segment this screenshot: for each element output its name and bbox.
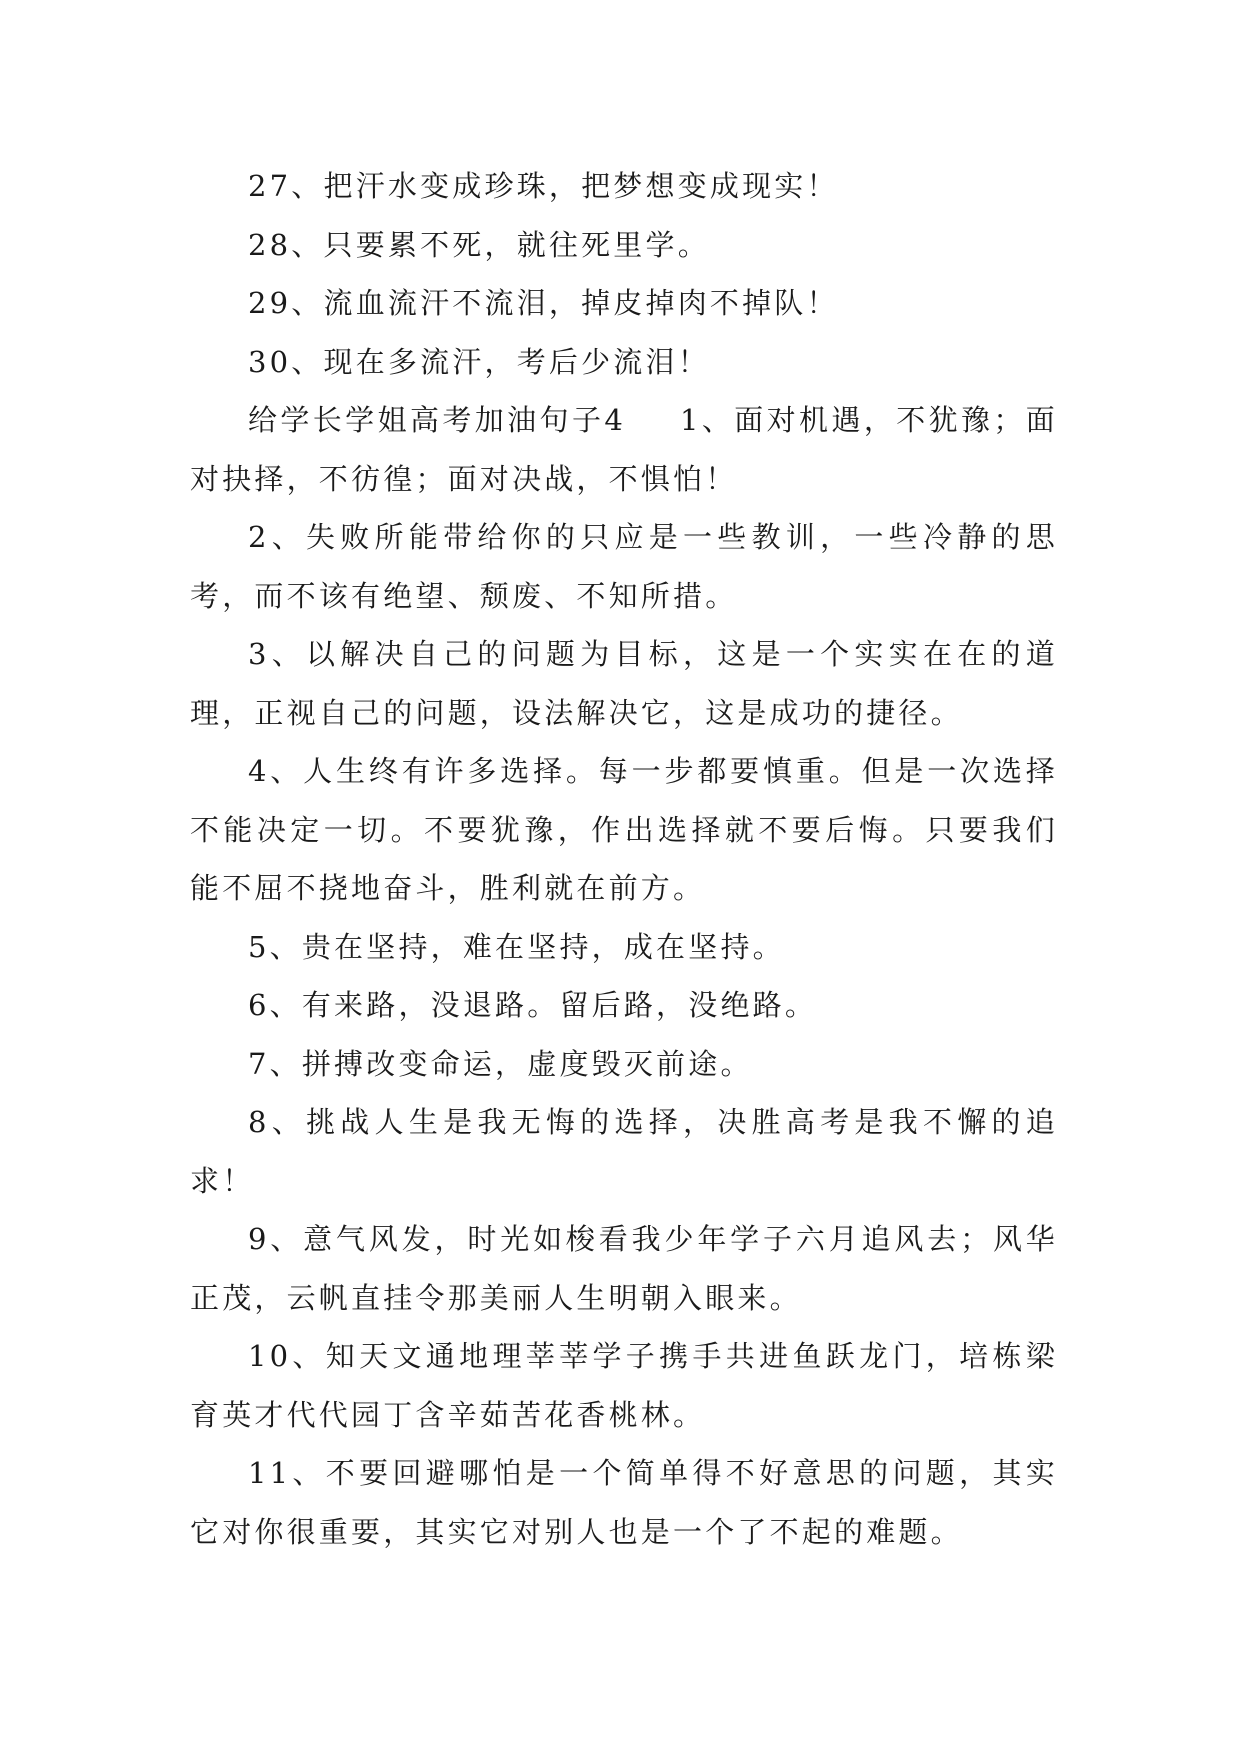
paragraph-1: 1、面对机遇，不犹豫；面对抉择，不彷徨；面对决战，不惧怕！ — [190, 403, 1058, 496]
paragraph-3: 3、以解决自己的问题为目标，这是一个实实在在的道理，正视自己的问题，设法解决它，这是成功的捷径。 — [190, 637, 1058, 730]
paragraph-4: 4、人生终有许多选择。每一步都要慎重。但是一次选择不能决定一切。不要犹豫，作出选择就不要后悔。只要我们能不屈不挠地奋斗，胜利就在前方。 — [190, 754, 1058, 905]
section-heading: 给学长学姐高考加油句子4 — [248, 403, 626, 437]
paragraph-28: 28、只要累不死，就往死里学。 — [248, 227, 710, 262]
paragraph-6: 6、有来路，没退路。留后路，没绝路。 — [248, 988, 818, 1022]
paragraph-5: 5、贵在坚持，难在坚持，成在坚持。 — [248, 929, 785, 964]
document-body — [190, 157, 1058, 1561]
paragraph-27: 27、把汗水变成珍珠，把梦想变成现实！ — [248, 169, 839, 203]
paragraph-8: 8、挑战人生是我无悔的选择，决胜高考是我不懈的追求！ — [190, 1105, 1058, 1198]
paragraph-7: 7、拼搏改变命运，虚度毁灭前途。 — [248, 1046, 753, 1081]
section-heading-paragraph — [190, 391, 1058, 508]
paragraph-9: 9、意气风发，时光如梭看我少年学子六月追风去；风华正茂，云帆直挂令那美丽人生明朝入眼来。 — [190, 1222, 1058, 1315]
paragraph-2: 2、失败所能带给你的只应是一些教训，一些冷静的思考，而不该有绝望、颓废、不知所措。 — [190, 520, 1058, 613]
paragraph-30: 30、现在多流汗，考后少流泪！ — [248, 344, 710, 379]
paragraph-11: 11、不要回避哪怕是一个简单得不好意思的问题，其实它对你很重要，其实它对别人也是一个了不起的难题。 — [190, 1456, 1058, 1549]
paragraph-10: 10、知天文通地理莘莘学子携手共进鱼跃龙门，培栋梁育英才代代园丁含辛茹苦花香桃林。 — [190, 1339, 1058, 1432]
paragraph-29: 29、流血流汗不流泪，掉皮掉肉不掉队！ — [248, 286, 839, 320]
